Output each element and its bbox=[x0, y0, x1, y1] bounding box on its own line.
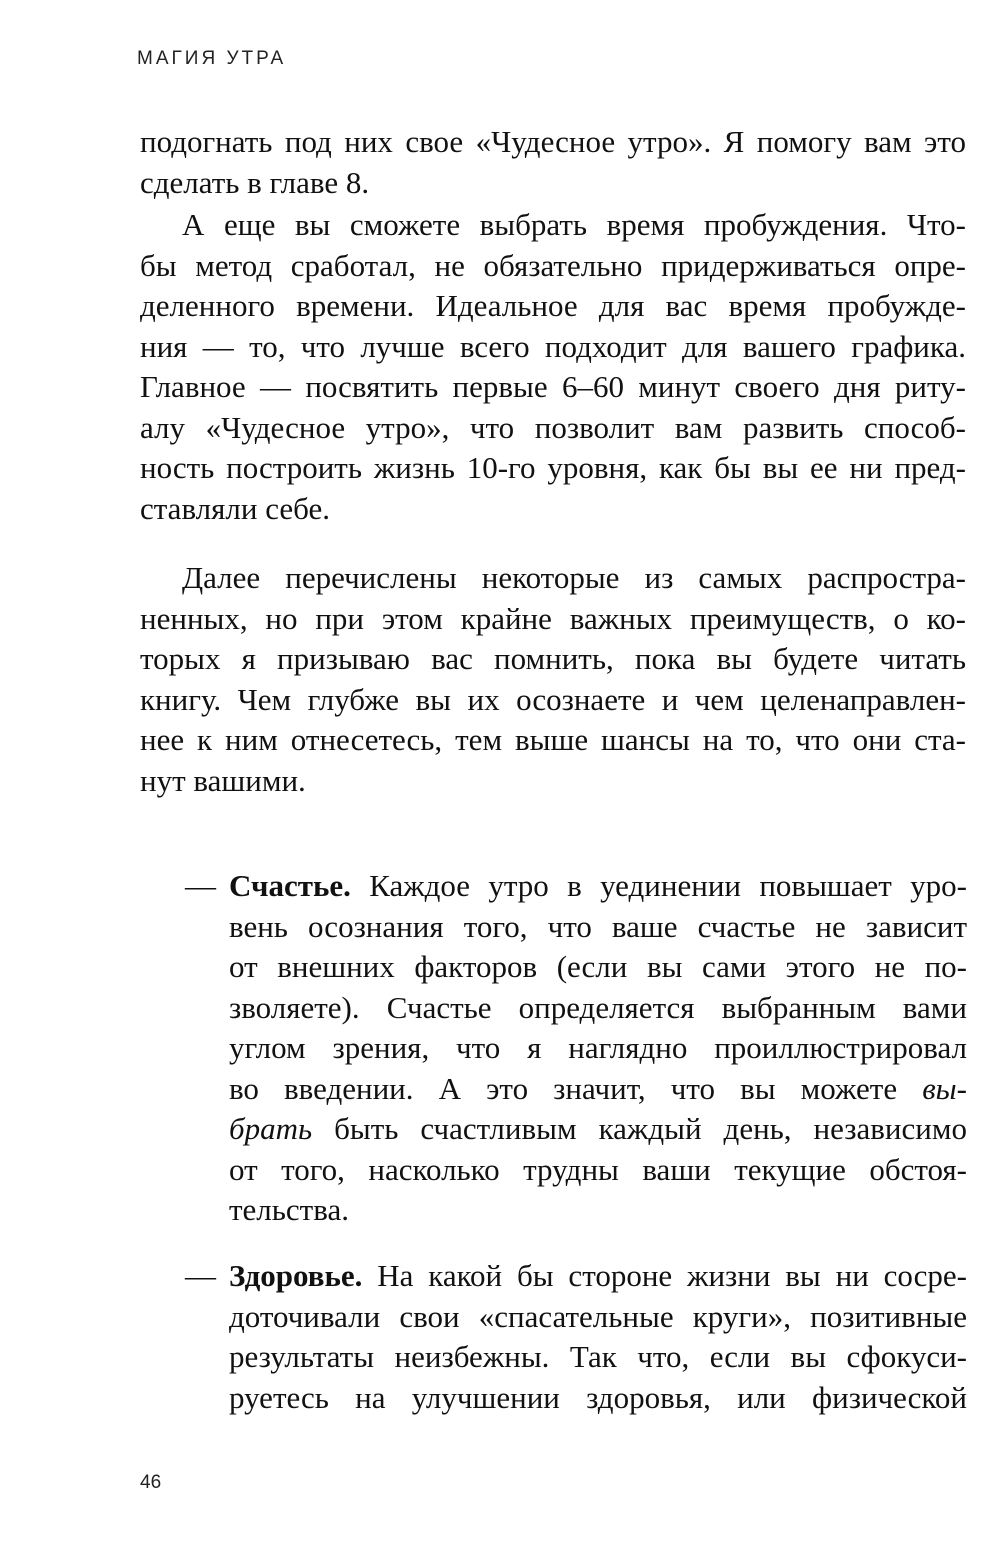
text-line: торых я призываю вас помнить, пока вы будете читать bbox=[140, 641, 966, 676]
list-item-happiness bbox=[185, 866, 967, 1231]
text-line: нут вашими. bbox=[140, 762, 306, 798]
text-line: сделать в главе 8. bbox=[140, 164, 370, 200]
text-line: А еще вы сможете выбрать время пробуждения. Что- bbox=[182, 207, 966, 242]
text-run: во введении. А это значит, что вы можете bbox=[229, 1070, 923, 1106]
list-dash: — bbox=[185, 868, 216, 903]
text-line: от внешних факторов (если вы сами этого не по- bbox=[229, 949, 967, 984]
text-line: алу «Чудесное утро», что позволит вам развить способ- bbox=[140, 409, 966, 445]
running-head: МАГИЯ УТРА bbox=[137, 48, 287, 69]
paragraph-2 bbox=[140, 205, 966, 529]
paragraph-3 bbox=[140, 558, 966, 801]
text-line: ставляли себе. bbox=[140, 490, 330, 526]
text-line: доточивали свои «спасательные круги», позитивные bbox=[229, 1298, 967, 1334]
paragraph-1 bbox=[140, 122, 966, 203]
list-dash: — bbox=[185, 1258, 216, 1293]
text-run: На какой бы стороне жизни вы ни сосре- bbox=[362, 1258, 967, 1293]
list-term: Счастье. bbox=[229, 868, 351, 903]
text-line: от того, насколько трудны ваши текущие обстоя- bbox=[229, 1151, 967, 1187]
text-line: зволяете). Счастье определяется выбранным вами bbox=[229, 989, 967, 1025]
text-line: деленного времени. Идеальное для вас время пробужде- bbox=[140, 288, 966, 323]
italic-run: брать bbox=[229, 1111, 313, 1146]
text-line bbox=[229, 866, 967, 907]
text-line: руетесь на улучшении здоровья, или физической bbox=[229, 1379, 967, 1415]
text-line: вень осознания того, что ваше счастье не зависит bbox=[229, 908, 967, 944]
italic-run: вы- bbox=[922, 1070, 967, 1106]
text-run: Каждое утро в уединении повышает уро- bbox=[350, 868, 967, 903]
text-line: подогнать под них свое «Чудесное утро». Я помогу вам это bbox=[140, 124, 966, 159]
text-line: результаты неизбежны. Так что, если вы сфокуси- bbox=[229, 1339, 967, 1374]
text-line: ность построить жизнь 10-го уровня, как бы вы ее ни пред- bbox=[140, 450, 966, 485]
list-item-health bbox=[185, 1256, 967, 1418]
text-line: ненных, но при этом крайне важных преимуществ, о ко- bbox=[140, 600, 966, 636]
text-line: нее к ним отнесетесь, тем выше шансы на то, что они ста- bbox=[140, 722, 966, 757]
text-line: ния — то, что лучше всего подходит для вашего графика. bbox=[140, 328, 966, 364]
list-term: Здоровье. bbox=[229, 1258, 363, 1293]
text-line bbox=[229, 1069, 967, 1110]
text-line: тельства. bbox=[229, 1192, 349, 1227]
text-line: Далее перечислены некоторые из самых распростра- bbox=[182, 560, 966, 595]
text-line bbox=[229, 1256, 967, 1297]
text-run: быть счастливым каждый день, независимо bbox=[312, 1111, 967, 1146]
text-line: бы метод сработал, не обязательно придерживаться опре- bbox=[140, 247, 966, 283]
text-line: книгу. Чем глубже вы их осознаете и чем целенаправлен- bbox=[140, 681, 966, 717]
text-line: углом зрения, что я наглядно проиллюстрировал bbox=[229, 1030, 967, 1065]
text-line bbox=[229, 1109, 967, 1150]
text-line: Главное — посвятить первые 6–60 минут своего дня риту- bbox=[140, 369, 966, 404]
page-number: 46 bbox=[140, 1472, 162, 1493]
